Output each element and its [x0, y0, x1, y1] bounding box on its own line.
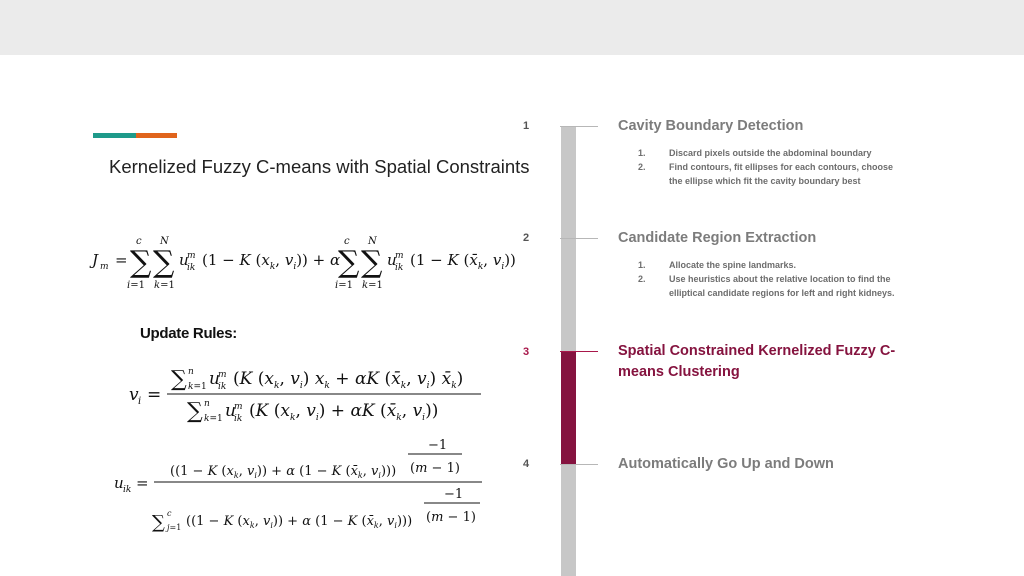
step-1-title: Cavity Boundary Detection — [618, 118, 804, 134]
accent-bar-orange — [136, 133, 177, 138]
svg-text:=: = — [147, 385, 162, 405]
svg-text:m: m — [218, 370, 227, 380]
svg-text:=: = — [115, 251, 128, 269]
timeline-active-segment — [561, 352, 576, 464]
svg-text:n: n — [188, 367, 194, 377]
svg-text:j=1: j=1 — [167, 523, 182, 532]
step-2-title: Candidate Region Extraction — [618, 230, 817, 246]
svg-text:∑: ∑ — [171, 367, 187, 392]
svg-text:J: J — [92, 251, 99, 269]
step-3-connector — [560, 351, 598, 352]
update-rules-heading: Update Rules: — [140, 325, 237, 342]
svg-text:∑: ∑ — [361, 245, 383, 280]
list-item: 1. Allocate the spine landmarks. — [638, 260, 797, 270]
step-1-connector — [560, 126, 598, 127]
svg-text:c: c — [167, 509, 172, 518]
svg-text:u: u — [209, 369, 220, 389]
svg-text:m: m — [234, 402, 243, 412]
list-item: 2. Find contours, fit ellipses for each contours, choose the ellipse which fit the cavity boundary best — [638, 162, 894, 186]
svg-text:(K (xk, vi) + αK (x̄k, vi)): (K ($x_k$, $v_i) + \alpha K$ ($x̄_k$, $v_i$)) — [249, 401, 439, 423]
u-update-equation — [110, 432, 495, 536]
svg-text:∑: ∑ — [130, 245, 152, 280]
svg-text:k=1: k=1 — [362, 280, 383, 291]
svg-text:(1 − K (xk, vi)) + α: (1 − K ($x_k$, $v_i)) + \alpha$ — [202, 251, 341, 272]
svg-text:ik: ik — [234, 414, 243, 424]
svg-text:i=1: i=1 — [335, 280, 353, 291]
svg-text:ik: ik — [218, 382, 227, 392]
list-item: 2. Use heuristics about the relative location to find the elliptical candidate regions for left and right kidneys. — [638, 274, 895, 298]
svg-text:(K (xk, vi) xk + αK (x̄k, vi): (K ($x_k$, $v_i$) $x_k + \alpha K$ ($x̄_k$, $v_i$) $x̄_k$) — [233, 369, 464, 391]
step-4-number: 4 — [522, 458, 530, 470]
svg-text:ik: ik — [395, 263, 404, 273]
step-1-number: 1 — [522, 120, 530, 132]
svg-text:∑: ∑ — [338, 245, 360, 280]
svg-text:∑: ∑ — [153, 245, 175, 280]
svg-text:u: u — [225, 401, 236, 421]
slide-title: Kernelized Fuzzy C-means with Spatial Constraints — [109, 156, 530, 177]
svg-text:i=1: i=1 — [127, 280, 145, 291]
svg-text:m: m — [100, 262, 109, 272]
step-2-connector — [560, 238, 598, 239]
svg-text:m: m — [395, 251, 404, 261]
svg-text:N: N — [160, 236, 169, 247]
step-4-title: Automatically Go Up and Down — [618, 456, 834, 472]
top-band — [0, 0, 1024, 55]
svg-text:v: v — [129, 385, 139, 405]
svg-text:m: m — [187, 251, 196, 261]
svg-text:∑: ∑ — [152, 512, 165, 533]
svg-text:c: c — [136, 236, 142, 247]
svg-text:(m − 1): (m − 1) — [410, 461, 460, 476]
svg-text:k=1: k=1 — [204, 414, 223, 424]
accent-bar-teal — [93, 133, 136, 138]
svg-text:((1 − K (xk, vi)) + α (1 − K (: ((1 − K ($x_k$, $v_i)) + \alpha$ (1 − K ($x̄_k$, $v_i$))) — [186, 514, 413, 530]
svg-text:i: i — [138, 396, 142, 407]
svg-text:=: = — [136, 474, 149, 492]
svg-text:∑: ∑ — [187, 399, 203, 424]
step-3-number: 3 — [522, 346, 530, 358]
svg-text:−1: −1 — [428, 438, 448, 453]
svg-text:k=1: k=1 — [154, 280, 175, 291]
svg-text:u: u — [179, 251, 189, 269]
step-4-connector — [560, 464, 598, 465]
svg-text:ik: ik — [123, 485, 132, 495]
svg-text:N: N — [368, 236, 377, 247]
v-update-equation — [125, 362, 495, 428]
step-2-list — [638, 258, 909, 300]
list-item: 1. Discard pixels outside the abdominal boundary — [638, 148, 872, 158]
svg-text:c: c — [344, 236, 350, 247]
svg-text:k=1: k=1 — [188, 382, 207, 392]
objective-equation — [88, 228, 518, 296]
svg-text:−1: −1 — [444, 487, 464, 502]
svg-text:(1 − K (x̄k, vi)): (1 − K ($x̄_k$, $v_i$)) — [410, 251, 516, 272]
svg-text:ik: ik — [187, 263, 196, 273]
step-3-title: Spatial Constrained Kernelized Fuzzy C-means Clustering — [618, 343, 896, 380]
svg-text:(m − 1): (m − 1) — [426, 510, 476, 525]
step-2-number: 2 — [522, 232, 530, 244]
svg-text:u: u — [114, 474, 124, 492]
step-1-list — [638, 146, 909, 188]
svg-text:((1 − K (xk, vi)) + α (1 − K (: ((1 − K ($x_k$, $v_i)) + \alpha$ (1 − K ($x̄_k$, $v_i$))) — [170, 464, 397, 480]
svg-text:n: n — [204, 399, 210, 409]
svg-text:u: u — [387, 251, 397, 269]
